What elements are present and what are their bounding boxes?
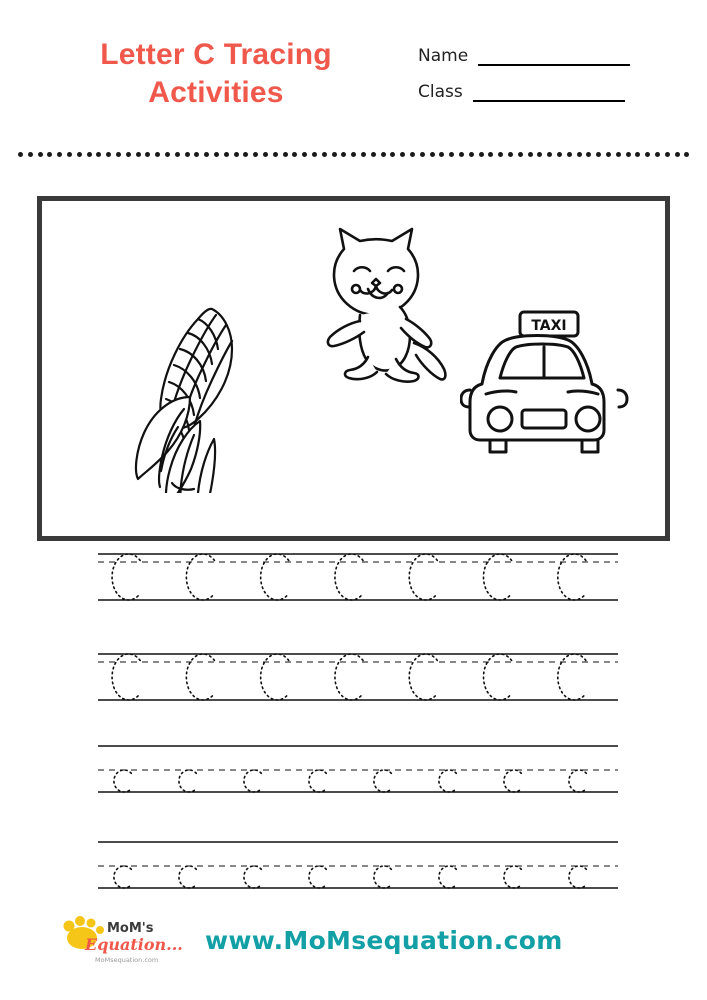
divider-dot: [606, 152, 611, 157]
taxi-illustration: [460, 306, 650, 466]
divider-dot: [635, 152, 640, 157]
divider-dot: [67, 152, 72, 157]
divider-dot: [332, 152, 337, 157]
divider-dot: [420, 152, 425, 157]
divider-dot: [596, 152, 601, 157]
divider-dot: [28, 152, 33, 157]
divider-dot: [469, 152, 474, 157]
divider-dot: [341, 152, 346, 157]
tracing-letter-C[interactable]: [244, 770, 261, 792]
svg-text:Equation...: Equation...: [85, 935, 183, 954]
divider-dot: [145, 152, 150, 157]
divider-dot: [488, 152, 493, 157]
divider-dot: [645, 152, 650, 157]
divider-dot: [557, 152, 562, 157]
name-field-row: [418, 46, 630, 66]
divider-dot: [38, 152, 43, 157]
divider-dot: [136, 152, 141, 157]
divider-dot: [322, 152, 327, 157]
divider-dot: [283, 152, 288, 157]
divider-dot: [87, 152, 92, 157]
tracing-letter-C[interactable]: [484, 654, 512, 700]
divider-dot: [547, 152, 552, 157]
student-fields: [418, 36, 630, 118]
tracing-letter-C[interactable]: [179, 866, 196, 888]
divider-dot: [194, 152, 199, 157]
worksheet-footer: [0, 912, 707, 972]
divider-dot: [224, 152, 229, 157]
divider-dot: [77, 152, 82, 157]
divider-dot: [459, 152, 464, 157]
page-title-line1: Letter C Tracing: [100, 38, 332, 71]
divider-dot: [165, 152, 170, 157]
tracing-letter-C[interactable]: [309, 770, 326, 792]
divider-dot: [577, 152, 582, 157]
tracing-letter-C[interactable]: [484, 554, 512, 600]
divider-dot: [390, 152, 395, 157]
divider-dot: [18, 152, 23, 157]
divider-dot: [430, 152, 435, 157]
class-field-label: Class: [418, 82, 463, 102]
tracing-letter-C[interactable]: [374, 770, 391, 792]
tracing-letter-C[interactable]: [504, 866, 521, 888]
divider-dot: [626, 152, 631, 157]
tracing-guide: [98, 740, 618, 802]
class-field-input[interactable]: [473, 84, 625, 102]
divider-dot: [312, 152, 317, 157]
divider-dot: [665, 152, 670, 157]
class-field-row: [418, 82, 630, 102]
svg-text:MoMsequation.com: MoMsequation.com: [95, 956, 159, 964]
name-field-input[interactable]: [478, 48, 630, 66]
website-url[interactable]: www.MoMsequation.com: [205, 926, 563, 955]
tracing-row-lowercase-1[interactable]: [98, 740, 618, 802]
illustration-box: [37, 196, 670, 541]
divider-dot: [96, 152, 101, 157]
tracing-letter-C[interactable]: [335, 654, 363, 700]
tracing-letter-C[interactable]: [439, 770, 456, 792]
tracing-letter-C[interactable]: [179, 770, 196, 792]
moms-equation-logo: [55, 912, 185, 968]
divider-dot: [439, 152, 444, 157]
divider-dot: [684, 152, 689, 157]
tracing-letter-C[interactable]: [112, 654, 140, 700]
tracing-letter-C[interactable]: [569, 770, 586, 792]
divider-dot: [567, 152, 572, 157]
divider-dot: [214, 152, 219, 157]
tracing-letter-C[interactable]: [309, 866, 326, 888]
divider-dot: [479, 152, 484, 157]
corn-illustration: [120, 293, 270, 493]
divider-dot: [410, 152, 415, 157]
divider-dot: [47, 152, 52, 157]
divider-dot: [253, 152, 258, 157]
svg-text:MoM's: MoM's: [107, 921, 154, 936]
divider-dot: [537, 152, 542, 157]
tracing-letter-C[interactable]: [374, 866, 391, 888]
tracing-letter-C[interactable]: [439, 866, 456, 888]
divider-dot: [528, 152, 533, 157]
divider-dot: [243, 152, 248, 157]
page-title: [0, 36, 410, 112]
tracing-letter-C[interactable]: [186, 654, 214, 700]
divider-dot: [518, 152, 523, 157]
tracing-guide: [98, 836, 618, 898]
dotted-divider: [18, 152, 690, 160]
divider-dot: [155, 152, 160, 157]
taxi-sign-text: TAXI: [531, 318, 567, 334]
name-field-label: Name: [418, 46, 469, 66]
divider-dot: [126, 152, 131, 157]
tracing-letter-C[interactable]: [186, 554, 214, 600]
divider-dot: [675, 152, 680, 157]
divider-dot: [616, 152, 621, 157]
divider-dot: [234, 152, 239, 157]
tracing-letter-C[interactable]: [114, 770, 131, 792]
tracing-guide: [98, 548, 618, 610]
tracing-letter-C[interactable]: [409, 554, 437, 600]
tracing-guide: [98, 648, 618, 710]
divider-dot: [655, 152, 660, 157]
divider-dot: [400, 152, 405, 157]
tracing-letter-C[interactable]: [409, 654, 437, 700]
divider-dot: [498, 152, 503, 157]
tracing-letter-C[interactable]: [112, 554, 140, 600]
divider-dot: [371, 152, 376, 157]
divider-dot: [508, 152, 513, 157]
tracing-row-lowercase-2[interactable]: [98, 836, 618, 898]
tracing-letter-C[interactable]: [558, 654, 586, 700]
divider-dot: [116, 152, 121, 157]
divider-dot: [204, 152, 209, 157]
divider-dot: [273, 152, 278, 157]
divider-dot: [292, 152, 297, 157]
tracing-letter-C[interactable]: [504, 770, 521, 792]
tracing-letter-C[interactable]: [569, 866, 586, 888]
divider-dot: [351, 152, 356, 157]
tracing-letter-C[interactable]: [114, 866, 131, 888]
tracing-letter-C[interactable]: [335, 554, 363, 600]
divider-dot: [175, 152, 180, 157]
divider-dot: [361, 152, 366, 157]
tracing-letter-C[interactable]: [558, 554, 586, 600]
divider-dot: [381, 152, 386, 157]
tracing-letter-C[interactable]: [261, 554, 289, 600]
tracing-letter-C[interactable]: [261, 654, 289, 700]
divider-dot: [106, 152, 111, 157]
divider-dot: [263, 152, 268, 157]
divider-dot: [449, 152, 454, 157]
tracing-row-uppercase-1[interactable]: [98, 548, 618, 610]
divider-dot: [302, 152, 307, 157]
worksheet-header: [0, 36, 707, 146]
tracing-letter-C[interactable]: [244, 866, 261, 888]
divider-dot: [185, 152, 190, 157]
page-title-line2: Activities: [148, 76, 284, 109]
divider-dot: [57, 152, 62, 157]
divider-dot: [586, 152, 591, 157]
cat-illustration: [292, 223, 462, 408]
tracing-row-uppercase-2[interactable]: [98, 648, 618, 710]
